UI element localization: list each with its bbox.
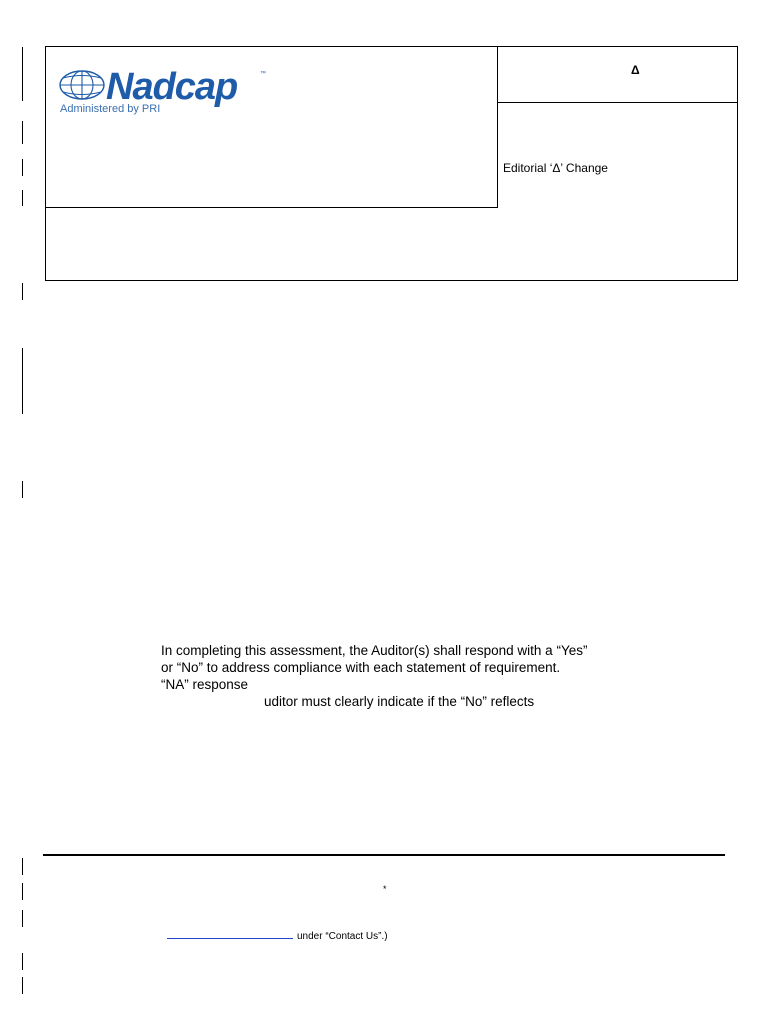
revision-bar <box>22 283 23 300</box>
instruction-line: “NA” response <box>161 677 249 692</box>
document-header <box>45 46 738 281</box>
revision-bar <box>22 481 23 498</box>
editorial-change-label: Editorial ‘Δ’ Change <box>503 161 608 175</box>
instruction-line: In completing this assessment, the Auditor(s) shall respond with a “Yes” <box>161 643 588 658</box>
assessment-instructions <box>161 642 621 710</box>
contact-text: under “Contact Us”.) <box>297 931 388 942</box>
footer-contact-line <box>167 927 388 942</box>
logo-tagline: Administered by PRI <box>60 103 161 115</box>
logo-wordmark: Nadcap <box>106 66 238 108</box>
revision-bar <box>22 190 23 206</box>
revision-bar <box>22 121 23 144</box>
editorial-cell <box>497 102 737 208</box>
revision-bar <box>22 159 23 176</box>
instruction-line: uditor must clearly indicate if the “No” reflects <box>264 694 535 709</box>
nadcap-logo <box>58 65 273 125</box>
trademark-symbol: ™ <box>260 71 266 77</box>
revision-bar <box>22 348 23 414</box>
revision-bar <box>22 47 23 101</box>
footnote-mark: * <box>383 884 387 894</box>
revision-bar <box>22 977 23 994</box>
revision-bar <box>22 883 23 900</box>
revision-bar <box>22 953 23 970</box>
delta-cell <box>497 47 737 103</box>
revision-bar <box>22 910 23 927</box>
instruction-line: or “No” to address compliance with each statement of requirement. <box>161 660 561 675</box>
footer-divider <box>43 854 725 856</box>
logo-cell <box>46 47 498 208</box>
globe-icon <box>58 69 108 101</box>
delta-symbol: Δ <box>631 63 640 77</box>
revision-bar <box>22 858 23 875</box>
contact-link[interactable] <box>167 927 293 939</box>
